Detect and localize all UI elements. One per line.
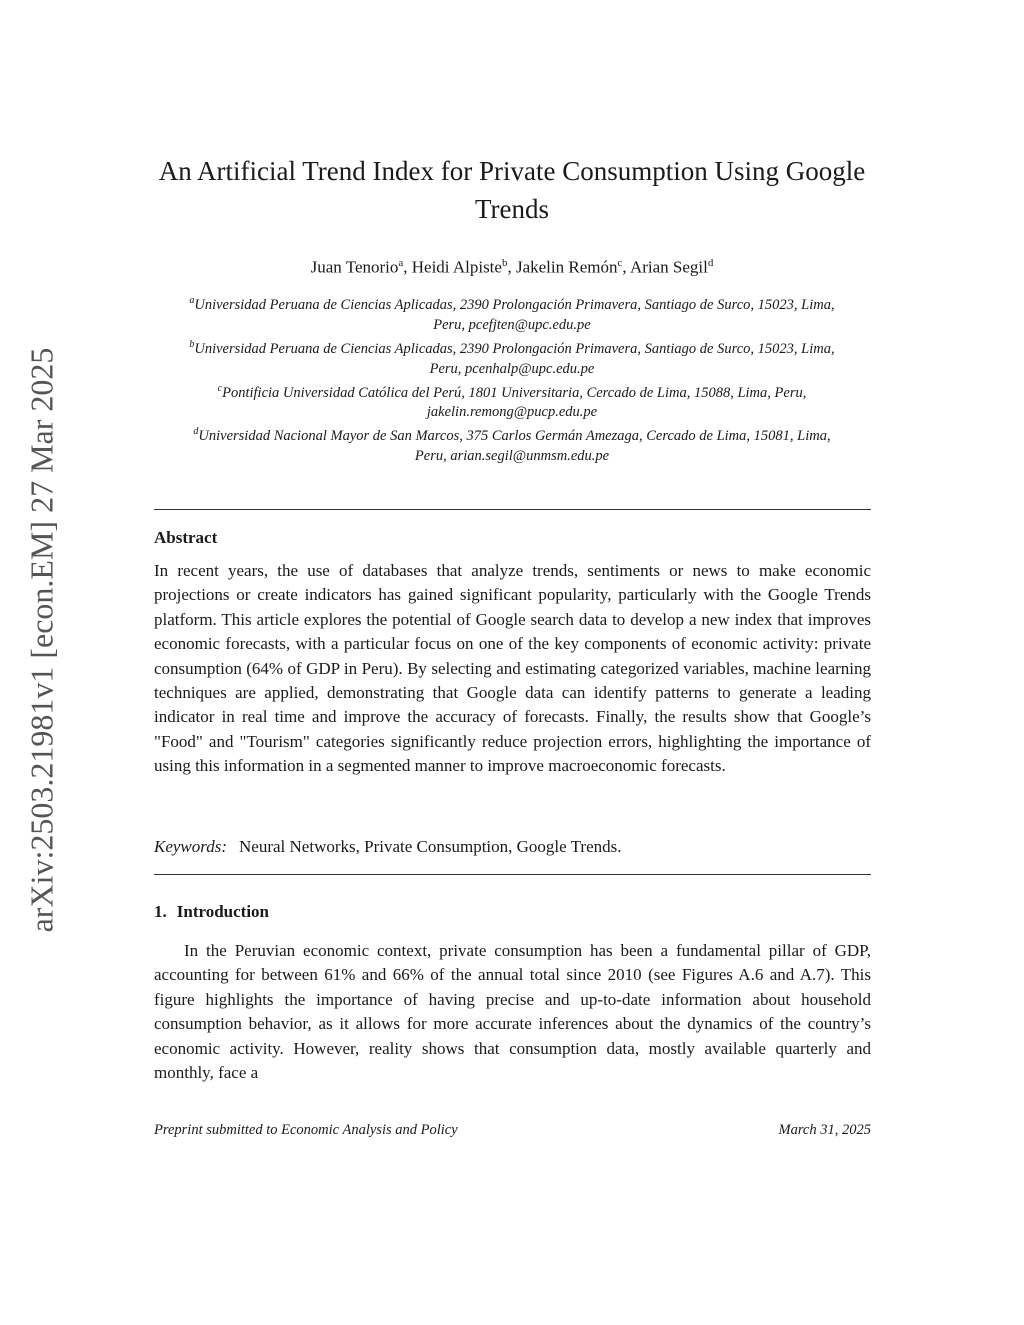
- author-name: Heidi Alpiste: [411, 257, 502, 277]
- introduction-paragraph: In the Peruvian economic context, private consumption has been a fundamental pillar of GDP, accounting for between 61% and 66% of the annual total since 2010 (see Figures A.6 and A.7). This figure highlights the importance of having precise and up-to-date information about household consumption behavior, as it allows for more accurate inferences about the dynamics of the country’s economic activity. However, reality shows that consumption data, mostly available quarterly and monthly, face a: [154, 941, 871, 1083]
- affiliation-mark: a: [189, 295, 195, 306]
- affiliation-text: Universidad Peruana de Ciencias Aplicadas, 2390 Prolongación Primavera, Santiago de Surco, 15023, Lima, Peru, pcenhalp@upc.edu.pe: [194, 340, 835, 377]
- arxiv-identifier-stamp: arXiv:2503.21981v1 [econ.EM] 27 Mar 2025: [23, 347, 60, 933]
- affiliation-mark: b: [189, 338, 195, 350]
- paper-title: An Artificial Trend Index for Private Consumption Using Google Trends: [158, 156, 866, 224]
- affiliation: [180, 379, 844, 423]
- keywords-label: Keywords:: [154, 837, 228, 856]
- affiliation-mark: d: [193, 426, 199, 438]
- author-name: Jakelin Remón: [515, 257, 618, 277]
- author-name: Juan Tenorio: [310, 257, 399, 277]
- author-affiliation-mark: a: [398, 257, 404, 269]
- affiliation-mark: c: [217, 382, 223, 394]
- affiliation-list: [180, 291, 844, 466]
- abstract-body: In recent years, the use of databases that analyze trends, sentiments or news to make economic projections or create indicators has gained significant popularity, particularly with the Google Trends platform. This article explores the potential of Google search data to develop a new index that improves economic forecasts, with a particular focus on one of the key components of economic activity: private consumption (64% of GDP in Peru). By selecting and estimating categorized variables, machine learning techniques are applied, demonstrating that Google data can identify patterns to generate a leading indicator in real time and improve the accuracy of forecasts. Finally, the results show that Google’s "Food" and "Tourism" categories significantly reduce projection errors, highlighting the importance of using this information in a segmented manner to improve macroeconomic forecasts.: [154, 561, 871, 776]
- abstract-heading: Abstract: [154, 528, 218, 547]
- affiliation: [180, 335, 844, 379]
- author-name: Arian Segil: [629, 257, 708, 277]
- page-footer: [154, 1122, 871, 1139]
- affiliation-text: Pontificia Universidad Católica del Perú, 1801 Universitaria, Cercado de Lima, 15088, Lima, Peru, jakelin.remong@pucp.edu.pe: [222, 384, 807, 421]
- affiliation: [180, 422, 844, 466]
- abstract-top-rule: [154, 509, 871, 510]
- section-title: Introduction: [176, 902, 270, 921]
- keywords-text: Neural Networks, Private Consumption, Google Trends.: [239, 837, 622, 856]
- author-affiliation-mark: d: [707, 257, 714, 269]
- section-number: 1.: [154, 902, 167, 921]
- author-list: Juan Tenorio$^a$, Heidi Alpiste$^b$, Jakelin Remón$^c$, Arian Segil$^d$: [310, 257, 714, 277]
- footer-date: March 31, 2025: [778, 1122, 871, 1138]
- affiliation-text: Universidad Nacional Mayor de San Marcos, 375 Carlos Germán Amezaga, Cercado de Lima, 15081, Lima, Peru, arian.segil@unmsm.edu.pe: [198, 428, 831, 465]
- author-affiliation-mark: b: [501, 257, 508, 269]
- footer-submission-note: Preprint submitted to Economic Analysis and Policy: [154, 1122, 458, 1138]
- section-heading-introduction: [154, 902, 269, 922]
- affiliation: [180, 291, 844, 335]
- author-affiliation-mark: c: [617, 257, 623, 269]
- affiliation-text: Universidad Peruana de Ciencias Aplicadas, 2390 Prolongación Primavera, Santiago de Surco, 15023, Lima, Peru, pcefjten@upc.edu.pe: [194, 296, 835, 333]
- keywords-line: [154, 837, 622, 857]
- abstract-bottom-rule: [154, 874, 871, 875]
